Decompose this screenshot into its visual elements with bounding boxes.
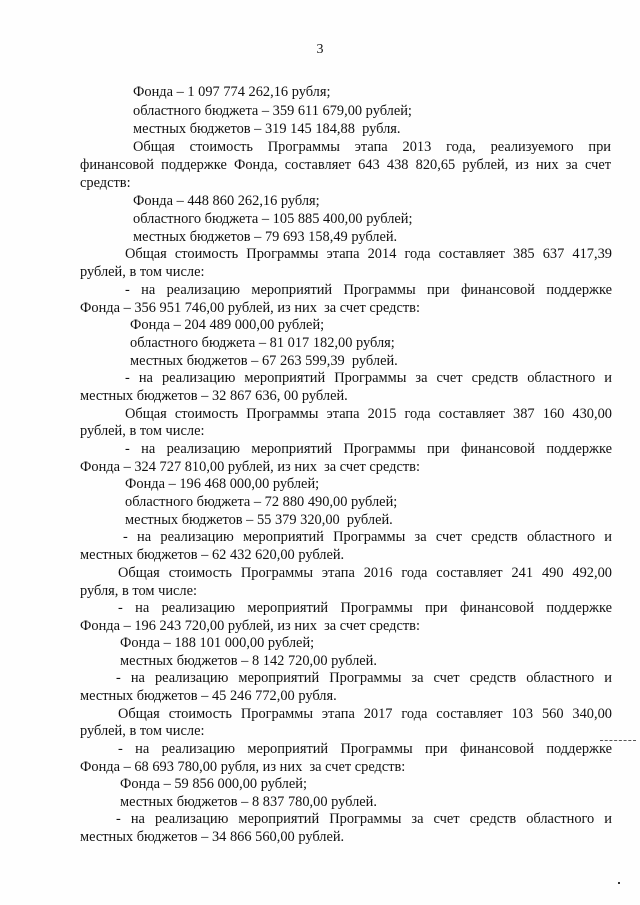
text-line-content: местных бюджетов – 34 866 560,00 рублей. [80, 829, 345, 845]
text-line-content: - на реализацию мероприятий Программы при финансовой поддержке [118, 741, 612, 757]
text-line-content: Фонда – 188 101 000,00 рублей; [120, 635, 315, 651]
text-line-content: Общая стоимость Программы этапа 2016 года составляет 241 490 492,00 [118, 565, 612, 581]
text-line-content: Общая стоимость Программы этапа 2013 года, реализуемого при [133, 139, 611, 155]
text-line-content: - на реализацию мероприятий Программы при финансовой поддержке [118, 600, 612, 616]
text-line-content: Фонда – 196 243 720,00 рублей, из них за счет средств: [80, 618, 420, 634]
text-line-content: местных бюджетов – 62 432 620,00 рублей. [80, 547, 345, 563]
text-line-content: местных бюджетов – 8 837 780,00 рублей. [120, 794, 377, 810]
text-line-content: Фонда – 68 693 780,00 рубля, из них за счет средств: [80, 759, 406, 775]
text-line-content: рублей, в том числе: [80, 264, 205, 280]
scan-artifact-line [600, 740, 636, 741]
text-line-content: Общая стоимость Программы этапа 2017 года составляет 103 560 340,00 [118, 706, 612, 722]
text-line-content: - на реализацию мероприятий Программы за счет средств областного и [116, 811, 612, 827]
text-line-content: местных бюджетов – 8 142 720,00 рублей. [120, 653, 377, 669]
text-line-content: Фонда – 59 856 000,00 рублей; [120, 776, 307, 792]
text-line-content: областного бюджета – 72 880 490,00 рублей; [125, 494, 398, 510]
text-line-content: Фонда – 448 860 262,16 рубля; [133, 193, 320, 209]
text-line-content: местных бюджетов – 55 379 320,00 рублей. [125, 512, 393, 528]
text-line-content: местных бюджетов – 319 145 184,88 рубля. [133, 121, 401, 137]
scan-artifact-dot [618, 882, 620, 884]
text-line-content: - на реализацию мероприятий Программы за счет средств областного и [116, 670, 612, 686]
text-line-content: Фонда – 196 468 000,00 рублей; [125, 476, 320, 492]
text-line-content: рублей, в том числе: [80, 423, 205, 439]
text-line-content: - на реализацию мероприятий Программы при финансовой поддержке [125, 282, 612, 298]
text-line-content: средств: [80, 175, 131, 191]
text-line-content: Общая стоимость Программы этапа 2015 года составляет 387 160 430,00 [125, 406, 612, 422]
text-line-content: - на реализацию мероприятий Программы за счет средств областного и [125, 370, 612, 386]
text-line-content: рубля, в том числе: [80, 583, 197, 599]
text-line-content: Фонда – 204 489 000,00 рублей; [130, 317, 325, 333]
text-line-content: Фонда – 1 097 774 262,16 рубля; [133, 84, 331, 100]
text-line-content: Фонда – 324 727 810,00 рублей, из них за счет средств: [80, 459, 420, 475]
text-line-content: местных бюджетов – 67 263 599,39 рублей. [130, 353, 398, 369]
text-line-content: - на реализацию мероприятий Программы при финансовой поддержке [125, 441, 612, 457]
text-line-content: рублей, в том числе: [80, 723, 205, 739]
text-line-content: местных бюджетов – 79 693 158,49 рублей. [133, 229, 398, 245]
text-line-content: местных бюджетов – 32 867 636, 00 рублей. [80, 388, 348, 404]
text-line-content: областного бюджета – 105 885 400,00 рублей; [133, 211, 413, 227]
text-line-content: Фонда – 356 951 746,00 рублей, из них за счет средств: [80, 300, 420, 316]
text-line-content: областного бюджета – 81 017 182,00 рубля; [130, 335, 395, 351]
text-line-content: - на реализацию мероприятий Программы за счет средств областного и [123, 529, 612, 545]
text-line-content: местных бюджетов – 45 246 772,00 рубля. [80, 688, 337, 704]
text-line-content: Общая стоимость Программы этапа 2014 года составляет 385 637 417,39 [125, 246, 612, 262]
text-line-content: финансовой поддержке Фонда, составляет 643 438 820,65 рублей, из них за счет [80, 157, 611, 173]
text-line-content: областного бюджета – 359 611 679,00 рублей; [133, 103, 412, 119]
page-number: 3 [316, 42, 324, 57]
